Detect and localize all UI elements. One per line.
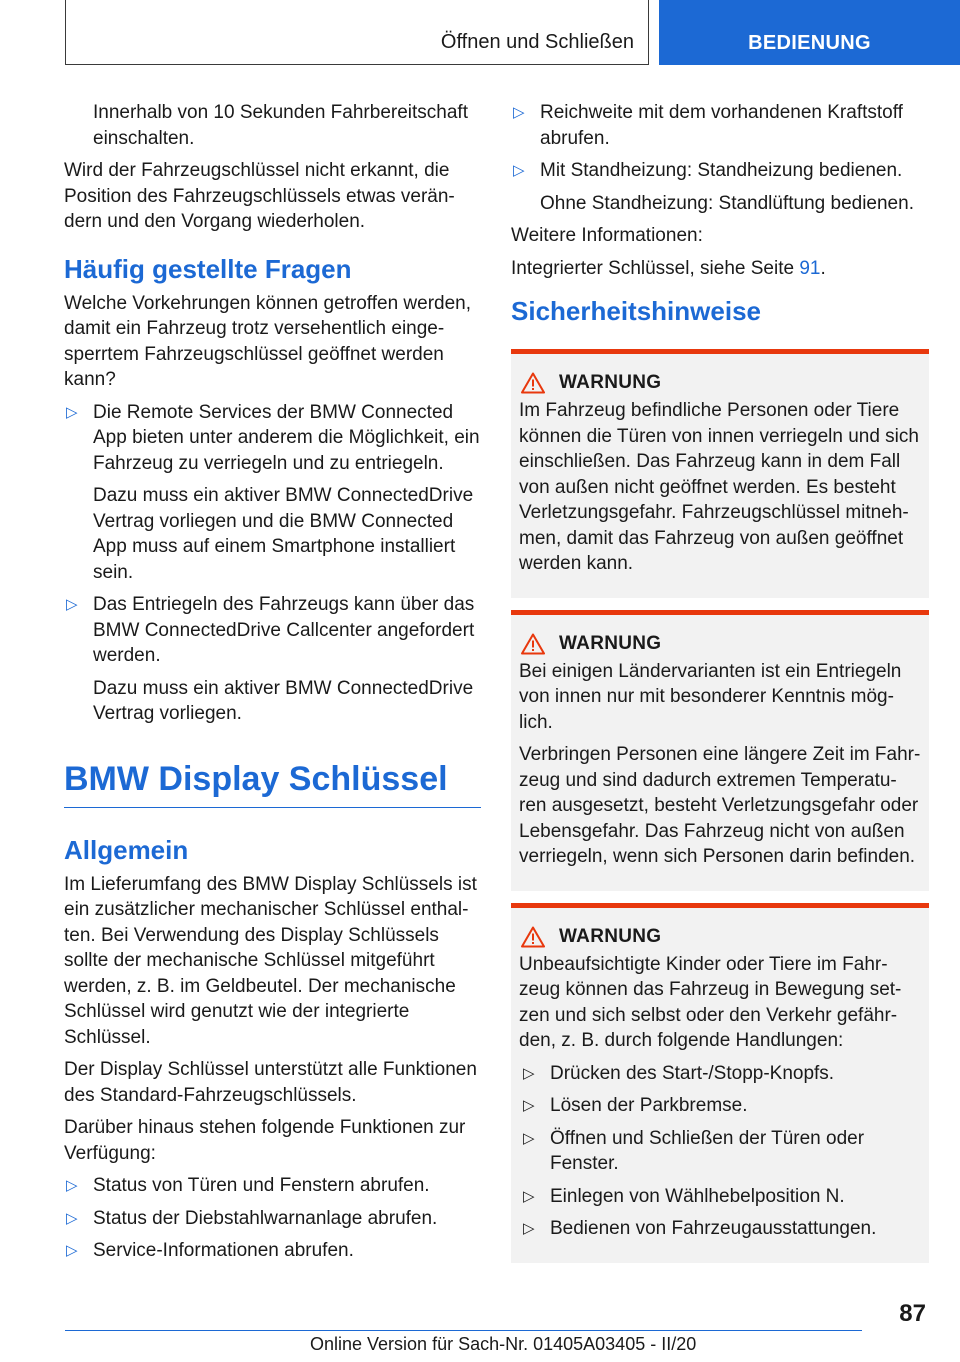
- page-reference-link[interactable]: 91: [799, 257, 821, 279]
- triangle-bullet-icon: ▷: [523, 1220, 535, 1237]
- main-heading: BMW Display Schlüssel: [64, 759, 481, 808]
- triangle-bullet-icon: ▷: [523, 1129, 535, 1147]
- triangle-bullet-icon: ▷: [66, 1177, 78, 1194]
- triangle-bullet-icon: ▷: [523, 1064, 535, 1082]
- safety-heading: Sicherheitshinweise: [511, 296, 761, 326]
- intro-step-text: Innerhalb von 10 Sekunden Fahrbereitschaft einschalten.: [93, 102, 468, 149]
- warning-text: Im Fahrzeug befindliche Personen oder Tiere können die Türen von innen verriegeln und sich einschließen. Das Fahrzeug kann in dem Fall von außen nicht geöffnet werden. Es besteht Verletzungsgefahr. Fahrzeugschlüssel mitneh-men, damit das Fahrzeug von außen geöffnet werden kann.: [519, 400, 919, 574]
- triangle-bullet-icon: ▷: [66, 596, 78, 613]
- triangle-bullet-icon: ▷: [66, 403, 78, 421]
- list-item-subtext: Ohne Standheizung: Standlüftung bedienen.: [540, 192, 914, 214]
- list-item-subtext: Dazu muss ein aktiver BMW ConnectedDrive Vertrag vorliegen und die BMW Connected App muss auf einem Smartphone installiert sein.: [93, 485, 474, 583]
- list-item: [521, 1216, 921, 1242]
- list-item-text: Status der Diebstahlwarnanlage abrufen.: [93, 1207, 438, 1229]
- list-item: [511, 158, 929, 216]
- triangle-bullet-icon: ▷: [523, 1097, 535, 1114]
- general-paragraph-1: Im Lieferumfang des BMW Display Schlüssels ist ein zusätzlicher mechanischer Schlüssel enthal-ten. Bei Verwendung des Display Schlüssels sollte der mechanische Schlüssel mitgeführt werden, z. B. im Geldbeutel. Der mechanische Schlüssel wird genutzt wie der integrierte Schlüssel.: [64, 873, 477, 1048]
- left-column: [64, 100, 481, 1271]
- list-item: [511, 100, 929, 151]
- faq-list: [64, 400, 481, 727]
- warning-header: [519, 633, 921, 655]
- list-item: [521, 1126, 921, 1177]
- list-item-text: Status von Türen und Fenstern abrufen.: [93, 1175, 430, 1196]
- footer-text: Online Version für Sach-Nr. 01405A03405 - II/20: [310, 1334, 697, 1354]
- triangle-bullet-icon: ▷: [66, 1209, 78, 1227]
- list-item: [64, 592, 481, 727]
- warning-box: [511, 610, 929, 891]
- list-item-text: Mit Standheizung: Standheizung bedienen.: [540, 160, 903, 181]
- warning-text: Unbeaufsichtigte Kinder oder Tiere im Fahr-zeug können das Fahrzeug in Bewegung set-zen und sich selbst oder den Verkehr gefähr-den, z. B. durch folgende Handlungen:: [519, 953, 902, 1051]
- list-item-text: Service-Informationen abrufen.: [93, 1240, 354, 1261]
- warning-text: Bei einigen Ländervarianten ist ein Entriegeln von innen nur mit besonderer Kenntnis mög-lich.: [519, 660, 902, 733]
- header-section-title: Öffnen und Schließen: [440, 31, 634, 53]
- warning-title: WARNUNG: [559, 925, 662, 947]
- right-column: [511, 100, 929, 1275]
- warning-text: Verbringen Personen eine längere Zeit im Fahr-zeug und sind dadurch extremen Temperatu-ren ausgesetzt, besteht Verletzungsgefahr oder Lebensgefahr. Das Fahrzeug nicht von außen verriegeln, wenn sich Personen darin befinden.: [519, 744, 921, 867]
- header-section-box: [65, 0, 649, 65]
- general-paragraph-3: Darüber hinaus stehen folgende Funktionen zur Verfügung:: [64, 1117, 466, 1164]
- list-item: [64, 1206, 481, 1232]
- warning-list: [521, 1061, 921, 1242]
- list-item-text: Drücken des Start-/Stopp-Knopfs.: [550, 1062, 835, 1084]
- cross-reference: [511, 256, 929, 282]
- intro-paragraph: Wird der Fahrzeugschlüssel nicht erkannt, die Position des Fahrzeugschlüssels etwas verän-dern und den Vorgang wiederholen.: [64, 160, 455, 232]
- general-heading: Allgemein: [64, 834, 189, 865]
- list-item-text: Einlegen von Wählhebelposition N.: [550, 1185, 845, 1207]
- warning-triangle-icon: [521, 633, 545, 655]
- list-item-text: Reichweite mit dem vorhandenen Kraftstoff abrufen.: [540, 102, 903, 149]
- warning-title: WARNUNG: [559, 372, 662, 393]
- functions-list-continued: [511, 100, 929, 216]
- cross-reference-text: Integrierter Schlüssel, siehe Seite: [511, 257, 800, 279]
- warning-header: [519, 926, 921, 948]
- functions-list: [64, 1173, 481, 1264]
- list-item-text: Öffnen und Schließen der Türen oder Fenster.: [550, 1127, 865, 1174]
- triangle-bullet-icon: ▷: [513, 104, 525, 121]
- warning-triangle-icon: [521, 372, 545, 394]
- warning-header: [519, 372, 921, 394]
- list-item: [64, 1238, 481, 1264]
- triangle-bullet-icon: ▷: [513, 162, 525, 179]
- list-item-text: Die Remote Services der BMW Connected App bieten unter anderem die Möglichkeit, ein Fahrzeug zu verriegeln und zu entriegeln.: [93, 401, 480, 474]
- triangle-bullet-icon: ▷: [66, 1242, 78, 1259]
- list-item: [521, 1184, 921, 1210]
- list-item-subtext: Dazu muss ein aktiver BMW ConnectedDrive Vertrag vorliegen.: [93, 677, 474, 724]
- list-item: [521, 1061, 921, 1087]
- page-number: 87: [899, 1300, 926, 1327]
- more-info-label: Weitere Informationen:: [511, 225, 703, 246]
- list-item: [64, 400, 481, 586]
- list-item-text: Das Entriegeln des Fahrzeugs kann über das BMW ConnectedDrive Callcenter angefordert werden.: [93, 594, 475, 666]
- warning-box: [511, 349, 929, 598]
- warning-triangle-icon: [521, 926, 545, 948]
- list-item-text: Bedienen von Fahrzeugausstattungen.: [550, 1218, 877, 1239]
- footer-divider: [65, 1330, 862, 1331]
- list-item: [521, 1093, 921, 1119]
- list-item-text: Lösen der Parkbremse.: [550, 1095, 748, 1116]
- cross-reference-suffix: .: [820, 257, 826, 279]
- header-chapter-label: BEDIENUNG: [748, 32, 871, 54]
- triangle-bullet-icon: ▷: [523, 1187, 535, 1205]
- warning-box: [511, 903, 929, 1263]
- faq-question: Welche Vorkehrungen können getroffen werden, damit ein Fahrzeug trotz versehentlich einge-sperrtem Fahrzeugschlüssel geöffnet werden kann?: [64, 292, 472, 390]
- header-chapter-tab: [659, 0, 960, 65]
- list-item: [64, 1173, 481, 1199]
- faq-heading: Häufig gestellte Fragen: [64, 253, 352, 284]
- warning-title: WARNUNG: [559, 632, 662, 654]
- general-paragraph-2: Der Display Schlüssel unterstützt alle Funktionen des Standard-Fahrzeugschlüssels.: [64, 1059, 477, 1106]
